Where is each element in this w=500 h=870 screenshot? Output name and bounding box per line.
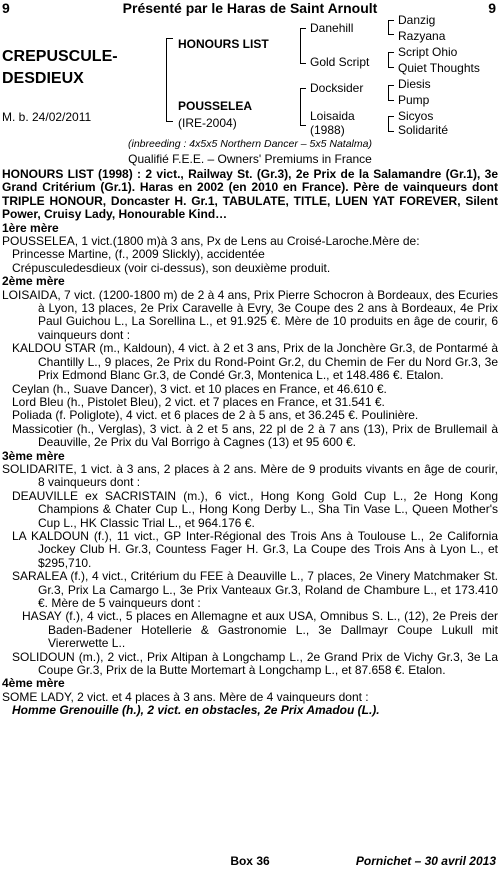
- second-dam-produce-4: Poliada (f. Poliglote), 4 vict. et 6 places de 2 à 5 ans, et 36.245 €. Poulinière.: [12, 408, 419, 423]
- grandparent-7: Sicyos: [398, 109, 434, 123]
- qualification-note: Qualifié F.E.E. – Owners' Premiums in France: [128, 152, 372, 166]
- third-dam-heading: 3ème mère: [2, 448, 65, 463]
- dam-dam-year: (1988): [310, 123, 345, 137]
- first-dam-record: POUSSELEA, 1 vict.(1800 m)à 3 ans, Px de Lens au Croisé-Laroche.Mère de:: [2, 234, 420, 249]
- bracket-g2: [388, 52, 394, 68]
- bracket-sire: [300, 28, 306, 64]
- sale-venue-date: Pornichet – 30 avril 2013: [355, 854, 496, 868]
- second-dam-record: LOISAIDA, 7 vict. (1200-1800 m) de 2 à 4 ans, Prix Pierre Schocron à Bordeaux, des Ecuries à Lyon, 13 places, 2e Prix Caravelle à Evry, 3e Coupe des 2 ans à Bordeaux, 4e Prix Paul Guichou L., La Sorellina L., et 91.925 €. Mère de 10 produits en âge de courir, 6 vainqueurs dont :: [2, 287, 498, 342]
- sire-name: HONOURS LIST: [178, 37, 269, 51]
- third-dam-record: SOLIDARITE, 1 vict. à 3 ans, 2 places à 2 ans. Mère de 9 produits vivants en âge de courir, 8 vainqueurs dont :: [2, 461, 498, 490]
- pedigree-bracket-main: [166, 38, 173, 122]
- grandparent-1: Danzig: [398, 13, 436, 27]
- sire-dam: Gold Script: [310, 55, 370, 69]
- fourth-dam-record: SOME LADY, 2 vict. et 4 places à 3 ans. Mère de 4 vainqueurs dont :: [2, 689, 369, 704]
- horse-name-line2: DESDIEUX: [2, 70, 84, 87]
- second-dam-produce-3: Lord Bleu (h., Pistolet Bleu), 2 vict. et 7 places en France, et 31.541 €.: [12, 394, 385, 409]
- dam-name: POUSSELEA: [178, 99, 253, 113]
- horse-name-line1: CREPUSCULE-: [2, 48, 118, 65]
- dam-sire: Docksider: [310, 81, 364, 95]
- third-dam-produce-2: LA KALDOUN (f.), 11 vict., GP Inter-Régional des Trois Ans à Toulouse L., 2e California Jockey Club H. Gr.3, Countess Fager H. Gr.3, La Coupe des Trois Ans à Lyon L., et $295,710.: [12, 528, 498, 570]
- second-dam-produce-1: KALDOU STAR (m., Kaldoun), 4 vict. à 2 et 3 ans, Prix de la Jonchère Gr.3, de Pontarmé à Chantilly L., 9 places, 2e Prix du Rond-Point Gr.2, du Chemin de Fer du Nord Gr.3, 3e Prix Edmond Blanc Gr.3, de Condé Gr.3, Montenica L., et 148.486 €. Etalon.: [12, 341, 498, 383]
- dam-origin: (IRE-2004): [178, 116, 237, 130]
- fourth-dam-produce-1: Homme Grenouille (h.), 2 vict. en obstacles, 2e Prix Amadou (L.).: [12, 703, 380, 718]
- lot-number-right: 9: [488, 0, 496, 16]
- sire-sire: Danehill: [310, 21, 354, 35]
- inbreeding-note: (inbreeding : 4x5x5 Northern Dancer – 5x5 Natalma): [128, 138, 372, 150]
- first-dam-produce-1: Princesse Martine, (f., 2009 Slickly), accidentée: [12, 247, 265, 262]
- horse-details: M. b. 24/02/2011: [2, 110, 92, 124]
- page-footer: [0, 854, 500, 868]
- bracket-g4: [388, 116, 394, 132]
- first-dam-produce-2: Crépusculedesdieux (voir ci-dessus), son deuxième produit.: [12, 260, 331, 275]
- grandparent-4: Quiet Thoughts: [398, 61, 480, 75]
- third-dam-produce-1: DEAUVILLE ex SACRISTAIN (m.), 6 vict., Hong Kong Gold Cup L., 2e Hong Kong Champions & Chater Cup L., Hong Kong Derby L., Sha Tin Vase L., Queen Mother's Cup L., HK Classic Trial L., et 964.176 €.: [12, 488, 498, 530]
- consignor-title: Présenté par le Haras de Saint Arnoult: [122, 0, 378, 16]
- lot-number-left: 9: [2, 0, 10, 16]
- third-dam-grandproduce-1: HASAY (f.), 4 vict., 5 places en Allemagne et aux USA, Omnibus S. L., (12), 2e Preis der Baden-Badener Hotellerie & Gastronomie L., 3e Dallmayr Coupe Lukull mit Viererwette L..: [22, 609, 498, 651]
- grandparent-3: Script Ohio: [398, 45, 458, 59]
- fourth-dam-heading: 4ème mère: [2, 676, 65, 691]
- dam-dam: Loisaida: [310, 109, 355, 123]
- second-dam-produce-2: Ceylan (h., Suave Dancer), 3 vict. et 10 places en France, et 46.610 €.: [12, 381, 387, 396]
- first-dam-heading: 1ère mère: [2, 220, 59, 235]
- grandparent-2: Razyana: [398, 29, 446, 43]
- grandparent-8: Solidarité: [398, 123, 449, 137]
- grandparent-5: Diesis: [398, 77, 431, 91]
- sire-record: HONOURS LIST (1998) : 2 vict., Railway St. (Gr.3), 2e Prix de la Salamandre (Gr.1), 3e Grand Critérium (Gr.1). Haras en 2002 (en 2010 en France). Père de vainqueurs dont TRIPLE HONOUR, Doncaster H. Gr.1, TABULATE, TITLE, LUEN YAT FOREVER, Silent Power, Cruisy Lady, Honourable Kind…: [2, 167, 498, 222]
- box-number: Box 36: [230, 854, 270, 868]
- grandparent-6: Pump: [398, 93, 430, 107]
- bracket-dam: [300, 88, 306, 126]
- third-dam-produce-4: SOLIDOUN (m.), 2 vict., Prix Altipan à Longchamp L., 2e Grand Prix de Vichy Gr.3, 3e La Coupe Gr.3, Prix de la Butte Mortemart à Longchamp L., et 87.658 €. Etalon.: [12, 649, 498, 678]
- second-dam-heading: 2ème mère: [2, 274, 65, 289]
- pedigree-text: [2, 168, 498, 718]
- third-dam-produce-3: SARALEA (f.), 4 vict., Critérium du FEE à Deauville L., 7 places, 2e Vinery Matchmaker St. Gr.3, Prix La Camargo L., 3e Prix Vanteaux Gr.3, Roland de Chambure L., et 173.410 €. Mère de 5 vainqueurs dont :: [12, 569, 498, 610]
- bracket-g3: [388, 85, 394, 101]
- bracket-g1: [388, 20, 394, 35]
- second-dam-produce-5: Massicotier (h., Verglas), 3 vict. à 2 et 5 ans, 22 pl de 2 à 7 ans (13), Prix de Brullemail à Deauville, 2e Prix du Val Borrigo à Cagnes (13) et 95 600 €.: [12, 421, 498, 450]
